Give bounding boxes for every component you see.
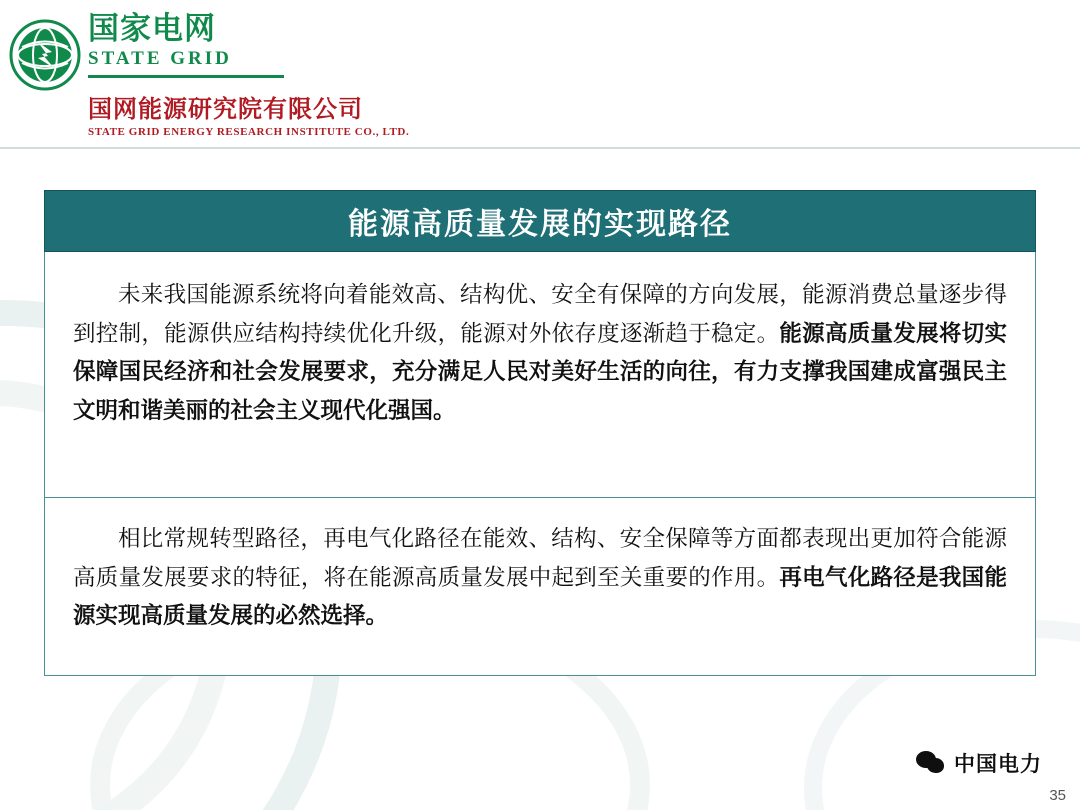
paragraph-2 [73,520,1007,636]
institute-name-cn: 国网能源研究院有限公司 [88,95,363,123]
brand-logo-block [8,12,284,92]
wechat-icon [916,750,946,776]
slide-header [0,0,1080,148]
content-box-2 [44,498,1036,676]
wechat-badge [916,748,1042,778]
content-box-1 [44,252,1036,498]
slide-title: 能源高质量发展的实现路径 [348,207,732,242]
institute-name-en: STATE GRID ENERGY RESEARCH INSTITUTE CO., LTD. [88,125,410,138]
paragraph-2-bold: 再电气化路径是我国能源实现高质量发展的必然选择。 [73,564,1007,630]
brand-divider [88,75,284,78]
brand-name-cn: 国家电网 [88,11,216,47]
paragraph-2-normal: 相比常规转型路径，再电气化路径在能效、结构、安全保障等方面都表现出更加符合能源高质量发展要求的特征，将在能源高质量发展中起到至关重要的作用。 [73,526,1007,591]
header-divider [0,147,1080,149]
institute-block [88,96,409,138]
brand-name-en: STATE GRID [88,47,232,69]
page-number: 35 [1049,787,1066,804]
state-grid-globe-logo-icon [8,18,82,92]
wechat-label: 中国电力 [954,752,1042,776]
slide-title-bar [44,190,1036,252]
paragraph-1-bold: 能源高质量发展将切实保障国民经济和社会发展要求，充分满足人民对美好生活的向往，有力支撑我国建成富强民主文明和谐美丽的社会主义现代化强国。 [73,320,1007,425]
paragraph-1 [73,276,1007,431]
brand-text-block [88,12,284,78]
paragraph-1-normal: 未来我国能源系统将向着能效高、结构优、安全有保障的方向发展，能源消费总量逐步得到控制，能源供应结构持续优化升级，能源对外依存度逐渐趋于稳定。 [73,282,1007,347]
